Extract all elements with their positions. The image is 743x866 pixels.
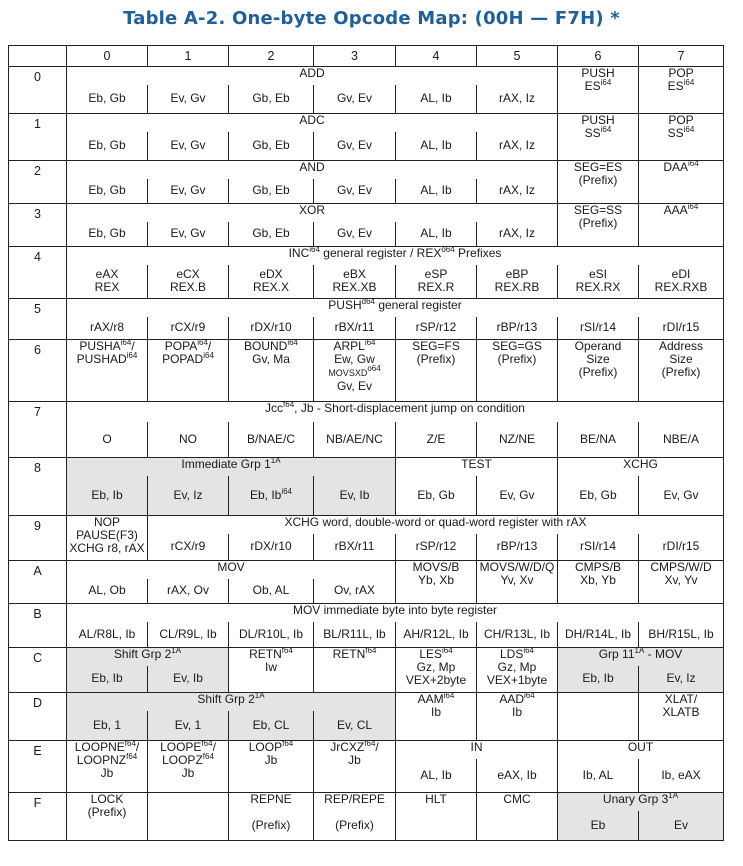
operand-cell: Ob, AL — [229, 579, 314, 604]
row-label: B — [9, 604, 67, 648]
col-header: 4 — [396, 46, 477, 67]
operand-cell: rAX, Iz — [477, 179, 558, 204]
opcode-cell: POP $SS^{i64}$ — [639, 114, 724, 161]
row-label: 0 — [9, 67, 67, 114]
operand-cell: NO — [148, 422, 229, 458]
operand-cell: eAX, Ib — [477, 759, 558, 793]
opcode-cell: $LDS^{i64}$ Gz, Mp VEX+1byte — [477, 648, 558, 693]
operand-cell: rDX/r10 — [229, 317, 314, 340]
header-row — [9, 46, 724, 67]
operand-cell: Gv, Ev — [314, 85, 396, 114]
row-label: 8 — [9, 458, 67, 516]
opcode-cell: MOVS/B Yb, Xb — [396, 561, 477, 604]
operand-cell: Eb, Ib — [558, 666, 639, 693]
operand-cell: Ev, 1 — [148, 711, 229, 741]
operand-cell: Gv, Ev — [314, 222, 396, 247]
operand-cell: Eb, Gb — [558, 476, 639, 516]
row-label: 7 — [9, 402, 67, 458]
group-label: IN — [396, 741, 558, 759]
row-label: 9 — [9, 516, 67, 561]
opcode-cell: POP $ES^{i64}$ — [639, 67, 724, 114]
opcode-cell: $LES^{i64}$ Gz, Mp VEX+2byte — [396, 648, 477, 693]
row-label: 1 — [9, 114, 67, 161]
operand-cell: rBX/r11 — [314, 317, 396, 340]
operand-cell: AL, Ob — [67, 579, 148, 604]
col-header: 2 — [229, 46, 314, 67]
opcode-cell: eAX REX — [67, 265, 148, 299]
row-label: F — [9, 793, 67, 841]
opcode-cell: SEG=ES (Prefix) — [558, 161, 639, 204]
operand-cell: Eb, 1 — [67, 711, 148, 741]
opcode-cell: eBP REX.RB — [477, 265, 558, 299]
opcode-cell: $ARPL^{i64}$ Ew, Gw $MOVSXD^{o64}$ Gv, Ev — [314, 340, 396, 402]
group-label: XOR — [67, 204, 558, 222]
row-label: 3 — [9, 204, 67, 247]
operand-cell: Eb, Ib — [67, 666, 148, 693]
operand-cell: rSI/r14 — [558, 534, 639, 561]
operand-cell: Eb, $Ib^{i64}$ — [229, 476, 314, 516]
operand-cell: Ev, Iz — [639, 666, 724, 693]
operand-cell: AL, Ib — [396, 132, 477, 161]
opcode-cell: $LOOPNE^{f64}/$ $LOOPNZ^{f64}$ Jb — [67, 741, 148, 793]
corner-cell — [9, 46, 67, 67]
group-label: ADD — [67, 67, 558, 85]
col-header: 6 — [558, 46, 639, 67]
col-header: 7 — [639, 46, 724, 67]
operand-cell: Eb, Gb — [67, 222, 148, 247]
group-label: Jcc$^{f64}$, Jb - Short-displacement jump on condition — [67, 402, 724, 422]
opcode-cell: eDI REX.RXB — [639, 265, 724, 299]
mnemonic: PUSH — [581, 66, 615, 80]
opcode-cell: $RETN^{f64}$ — [314, 648, 396, 693]
col-header: 3 — [314, 46, 396, 67]
opcode-cell: SEG=GS (Prefix) — [477, 340, 558, 402]
operand-cell: rAX, Iz — [477, 222, 558, 247]
operand-cell: Gb, Eb — [229, 222, 314, 247]
opcode-cell: CMPS/B Xb, Yb — [558, 561, 639, 604]
group-label: Immediate Grp $1^{1A}$ — [67, 458, 396, 476]
opcode-cell: REPNE (Prefix) — [229, 793, 314, 841]
row-label: D — [9, 693, 67, 741]
operand-cell: BL/R11L, Ib — [314, 622, 396, 648]
row-label: C — [9, 648, 67, 693]
operand-cell: NZ/NE — [477, 422, 558, 458]
opcode-cell: HLT — [396, 793, 477, 841]
operand-cell: NB/AE/NC — [314, 422, 396, 458]
group-label: MOV — [67, 561, 396, 579]
operand-cell: Ev, Ib — [314, 476, 396, 516]
opcode-cell: Address Size (Prefix) — [639, 340, 724, 402]
operand-cell: Ev, Gv — [477, 476, 558, 516]
operand-cell: Ev, Iz — [148, 476, 229, 516]
opcode-cell: $LOOPE^{f64}/$ $LOOPZ^{f64}$ Jb — [148, 741, 229, 793]
opcode-cell: $LOOP^{f64}$ Jb — [229, 741, 314, 793]
row-label: A — [9, 561, 67, 604]
operand-cell: AH/R12L, Ib — [396, 622, 477, 648]
group-label: XCHG word, double-word or quad-word register with rAX — [148, 516, 724, 534]
operand-cell: Z/E — [396, 422, 477, 458]
operand-cell: Gb, Eb — [229, 132, 314, 161]
operand-cell: CH/R13L, Ib — [477, 622, 558, 648]
operand-cell: NBE/A — [639, 422, 724, 458]
col-header: 0 — [67, 46, 148, 67]
operand-cell: rDI/r15 — [639, 534, 724, 561]
operand-cell: rCX/r9 — [148, 534, 229, 561]
opcode-cell: $PUSHA^{i64}/$ $PUSHAD^{i64}$ — [67, 340, 148, 402]
operand-cell: AL, Ib — [396, 222, 477, 247]
col-header: 5 — [477, 46, 558, 67]
operand-cell: CL/R9L, Ib — [148, 622, 229, 648]
operand-cell: rBX/r11 — [314, 534, 396, 561]
opcode-cell: Operand Size (Prefix) — [558, 340, 639, 402]
operand-cell: Ev, Gv — [639, 476, 724, 516]
opcode-cell: SEG=SS (Prefix) — [558, 204, 639, 247]
operand-cell: O — [67, 422, 148, 458]
group-label: MOV immediate byte into byte register — [67, 604, 724, 622]
opcode-cell: XLAT/ XLATB — [639, 693, 724, 741]
operand-cell: AL/R8L, Ib — [67, 622, 148, 648]
opcode-cell: REP/REPE (Prefix) — [314, 793, 396, 841]
group-label: Grp $11^{1A}$ - MOV — [558, 648, 724, 666]
operand-cell: rAX, Ov — [148, 579, 229, 604]
operand-cell: Ev, Ib — [148, 666, 229, 693]
opcode-cell: $DAA^{i64}$ — [639, 161, 724, 204]
operand-cell: rCX/r9 — [148, 317, 229, 340]
empty-cell — [558, 693, 639, 741]
operand-cell: Ev, Gv — [148, 222, 229, 247]
operand-cell: rAX, Iz — [477, 132, 558, 161]
group-label: TEST — [396, 458, 558, 476]
operand-cell: BE/NA — [558, 422, 639, 458]
operand-cell: Ev, CL — [314, 711, 396, 741]
operand-cell: Eb, Gb — [396, 476, 477, 516]
operand-cell: DH/R14L, Ib — [558, 622, 639, 648]
mnemonic: POP — [668, 66, 694, 80]
operand-cell: AL, Ib — [396, 179, 477, 204]
operand-cell: rSP/r12 — [396, 317, 477, 340]
opcode-cell: LOCK (Prefix) — [67, 793, 148, 841]
opcode-cell: $AAA^{i64}$ — [639, 204, 724, 247]
opcode-cell: eDX REX.X — [229, 265, 314, 299]
operand-cell: Eb, Ib — [67, 476, 148, 516]
operand-cell: DL/R10L, Ib — [229, 622, 314, 648]
operand-cell: rSI/r14 — [558, 317, 639, 340]
operand-cell: Ev, Gv — [148, 179, 229, 204]
row-label: 5 — [9, 299, 67, 340]
operand-cell: Gb, Eb — [229, 179, 314, 204]
empty-cell — [148, 793, 229, 841]
opcode-cell: $POPA^{i64}/$ $POPAD^{i64}$ — [148, 340, 229, 402]
operand-cell: Ib, eAX — [639, 759, 724, 793]
operand-cell: Ib, AL — [558, 759, 639, 793]
opcode-cell: eBX REX.XB — [314, 265, 396, 299]
operand-cell: AL, Ib — [396, 85, 477, 114]
operand-cell: BH/R15L, Ib — [639, 622, 724, 648]
group-label: OUT — [558, 741, 724, 759]
operand-cell: Ov, rAX — [314, 579, 396, 604]
operand-cell: rAX/r8 — [67, 317, 148, 340]
group-label: Unary Grp $3^{1A}$ — [558, 793, 724, 811]
opcode-map-table — [8, 45, 724, 841]
group-label: $INC^{i64}$ general register / $REX^{o64}$ Prefixes — [67, 247, 724, 265]
operand-cell: B/NAE/C — [229, 422, 314, 458]
operand-cell: rBP/r13 — [477, 317, 558, 340]
opcode-cell: $BOUND^{i64}$ Gv, Ma — [229, 340, 314, 402]
opcode-cell: eSP REX.R — [396, 265, 477, 299]
operand-cell: rDX/r10 — [229, 534, 314, 561]
operand-cell: rBP/r13 — [477, 534, 558, 561]
opcode-cell: SEG=FS (Prefix) — [396, 340, 477, 402]
opcode-cell: CMPS/W/D Xv, Yv — [639, 561, 724, 604]
operand-cell: rAX, Iz — [477, 85, 558, 114]
operand-cell: Ev, Gv — [148, 132, 229, 161]
operand-cell: Eb, Gb — [67, 179, 148, 204]
opcode-cell: eCX REX.B — [148, 265, 229, 299]
operand-cell: Gv, Ev — [314, 132, 396, 161]
row-label: E — [9, 741, 67, 793]
operand-cell: rSP/r12 — [396, 534, 477, 561]
group-label: Shift Grp $2^{1A}$ — [67, 693, 396, 711]
row-label: 2 — [9, 161, 67, 204]
opcode-cell: PUSH $SS^{i64}$ — [558, 114, 639, 161]
operand-cell: Eb, Gb — [67, 132, 148, 161]
opcode-cell: JrCXZ$^{f64}$/ Jb — [314, 741, 396, 793]
group-label: ADC — [67, 114, 558, 132]
col-header: 1 — [148, 46, 229, 67]
group-label: $PUSH^{d64}$ general register — [67, 299, 724, 317]
operand-cell: Ev, Gv — [148, 85, 229, 114]
row-label: 6 — [9, 340, 67, 402]
operand-cell: Eb, Gb — [67, 85, 148, 114]
operand-cell: rDI/r15 — [639, 317, 724, 340]
operand-cell: Gb, Eb — [229, 85, 314, 114]
opcode-cell: $AAM^{i64}$ Ib — [396, 693, 477, 741]
opcode-cell: $RETN^{f64}$ Iw — [229, 648, 314, 693]
opcode-cell: $AAD^{i64}$ Ib — [477, 693, 558, 741]
operand-cell: Ev — [639, 811, 724, 841]
opcode-cell: MOVS/W/D/Q Yv, Xv — [477, 561, 558, 604]
operand-cell: Eb, CL — [229, 711, 314, 741]
operand-cell: AL, Ib — [396, 759, 477, 793]
opcode-cell: CMC — [477, 793, 558, 841]
table-title: Table A-2. One-byte Opcode Map: (00H — F7H) * — [123, 8, 620, 29]
opcode-cell: eSI REX.RX — [558, 265, 639, 299]
group-label: AND — [67, 161, 558, 179]
group-label: Shift Grp $2^{1A}$ — [67, 648, 229, 666]
opcode-cell: NOP PAUSE(F3) XCHG r8, rAX — [67, 516, 148, 561]
opcode-cell: PUSH $ES^{i64}$ — [558, 67, 639, 114]
group-label: XCHG — [558, 458, 724, 476]
row-label: 4 — [9, 247, 67, 299]
operand-cell: Gv, Ev — [314, 179, 396, 204]
operand-cell: Eb — [558, 811, 639, 841]
